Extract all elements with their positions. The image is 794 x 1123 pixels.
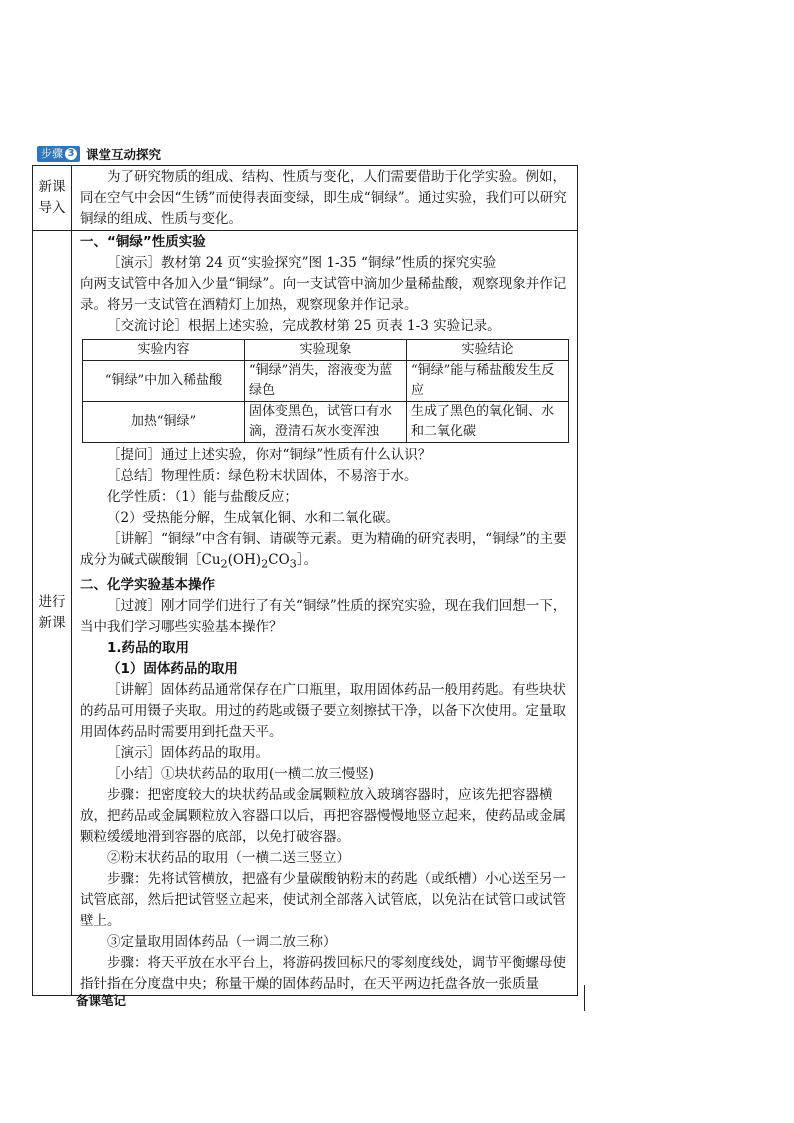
margin-divider — [584, 985, 585, 1011]
step-number: 3 — [65, 148, 77, 160]
table-row — [83, 402, 569, 443]
table-row — [83, 361, 569, 402]
transition: ［过渡］刚才同学们进行了有关“铜绿”性质的探究实验，现在我们回想一下，当中我们学习哪些实验基本操作？ — [80, 597, 567, 635]
brief-lump: ［小结］①块状药品的取用(一横二放三慢竖) — [107, 765, 375, 782]
quant-heading: ③定量取用固体药品（一调二放三称） — [107, 933, 337, 950]
lesson-cell — [72, 231, 578, 996]
lesson-table — [32, 165, 578, 996]
table-cell: “铜绿”中加入稀盐酸 — [83, 361, 245, 402]
table-cell: “铜绿”能与稀盐酸发生反应 — [407, 361, 569, 402]
steps-quant: 步骤：将天平放在水平台上，将游码拨回标尺的零刻度线处，调节平衡螺母使指针指在分度盘中央；称量干燥的固体药品时，在天平两边托盘各放一张质量 — [80, 954, 566, 992]
intro-row — [33, 166, 578, 231]
section2-title: 二、化学实验基本操作 — [80, 576, 215, 593]
experiment-table — [82, 339, 569, 443]
section1-title: 一、“铜绿”性质实验 — [80, 234, 206, 250]
lesson-row — [33, 231, 578, 996]
demo1-cont: 向两支试管中各加入少量“铜绿”。向一支试管中滴加少量稀盐酸，观察现象并作记录。将另一支试管在酒精灯上加热，观察现象并作记录。 — [80, 276, 567, 313]
table-cell: 加热“铜绿” — [83, 402, 245, 443]
header-conclusion: 实验结论 — [407, 340, 569, 361]
step-header — [37, 146, 161, 162]
demo1: ［演示］教材第 24 页“实验探究”图 1-35 “铜绿”性质的探究实验 — [107, 255, 497, 271]
experiment-table-header — [83, 340, 569, 361]
intro-label: 新课导入 — [33, 166, 72, 231]
table-cell: “铜绿”消失，溶液变为蓝绿色 — [245, 361, 407, 402]
notes-label: 备课笔记 — [76, 993, 127, 1008]
demo-solid: ［演示］固体药品的取用。 — [107, 744, 269, 761]
step-label: 步骤 — [41, 147, 63, 160]
chem-prop: 化学性质：（1）能与盐酸反应； — [107, 489, 298, 505]
section-title: 课堂互动探究 — [86, 147, 162, 162]
intro-text: 为了研究物质的组成、结构、性质与变化，人们需要借助于化学实验。例如，同在空气中会因“生锈”而使得表面变绿，即生成“铜绿”。通过实验，我们可以研究铜绿的组成、性质与变化。 — [80, 169, 567, 227]
step-badge — [37, 146, 80, 162]
powder-heading: ②粉末状药品的取用（一横二送三竖立） — [107, 849, 350, 866]
table-cell: 固体变黑色，试管口有水滴，澄清石灰水变浑浊 — [245, 402, 407, 443]
explain-formula: ［讲解］“铜绿”中含有铜、请碳等元素。更为精确的研究表明，“铜绿”的主要成分为碱式碳酸铜$[Cu_2(OH)_2CO_3]$。 — [80, 531, 567, 571]
explain-solid: ［讲解］固体药品通常保存在广口瓶里，取用固体药品一般用药匙。有些块状的药品可用镊子夹取。用过的药匙或镊子要立刻擦拭干净，以备下次使用。定量取用固体药品时需要用到托盘天平。 — [80, 681, 566, 740]
header-phenomenon: 实验现象 — [245, 340, 407, 361]
intro-cell — [72, 166, 578, 231]
sub-heading-1-1: （1）固体药品的取用 — [107, 660, 238, 677]
discuss: ［交流讨论］根据上述实验，完成教材第 25 页表 1-3 实验记录。 — [107, 318, 501, 334]
steps-powder: 步骤：先将试管横放，把盛有少量碳酸钠粉末的药匙（或纸槽）小心送至另一试管底部，然后把试管竖立起来，使试剂全部落入试管底，以免沾在试管口或试管壁上。 — [80, 870, 566, 929]
header-content: 实验内容 — [83, 340, 245, 361]
sub-heading-1: 1.药品的取用 — [107, 639, 190, 656]
chem-prop-2: （2）受热能分解，生成氧化铜、水和二氧化碳。 — [107, 510, 400, 526]
lesson-label: 进行新课 — [33, 231, 72, 996]
steps-lump: 步骤：把密度较大的块状药品或金属颗粒放入玻璃容器时，应该先把容器横放，把药品或金属颗粒放入容器口以后，再把容器慢慢地竖立起来，使药品或金属颗粒缓缓地滑到容器的底部，以免打破容器。 — [80, 786, 566, 845]
table-cell: 生成了黑色的氧化铜、水和二氧化碳 — [407, 402, 569, 443]
question: ［提问］通过上述实验，你对“铜绿”性质有什么认识？ — [107, 447, 432, 463]
summary: ［总结］物理性质：绿色粉末状固体，不易溶于水。 — [107, 468, 418, 484]
